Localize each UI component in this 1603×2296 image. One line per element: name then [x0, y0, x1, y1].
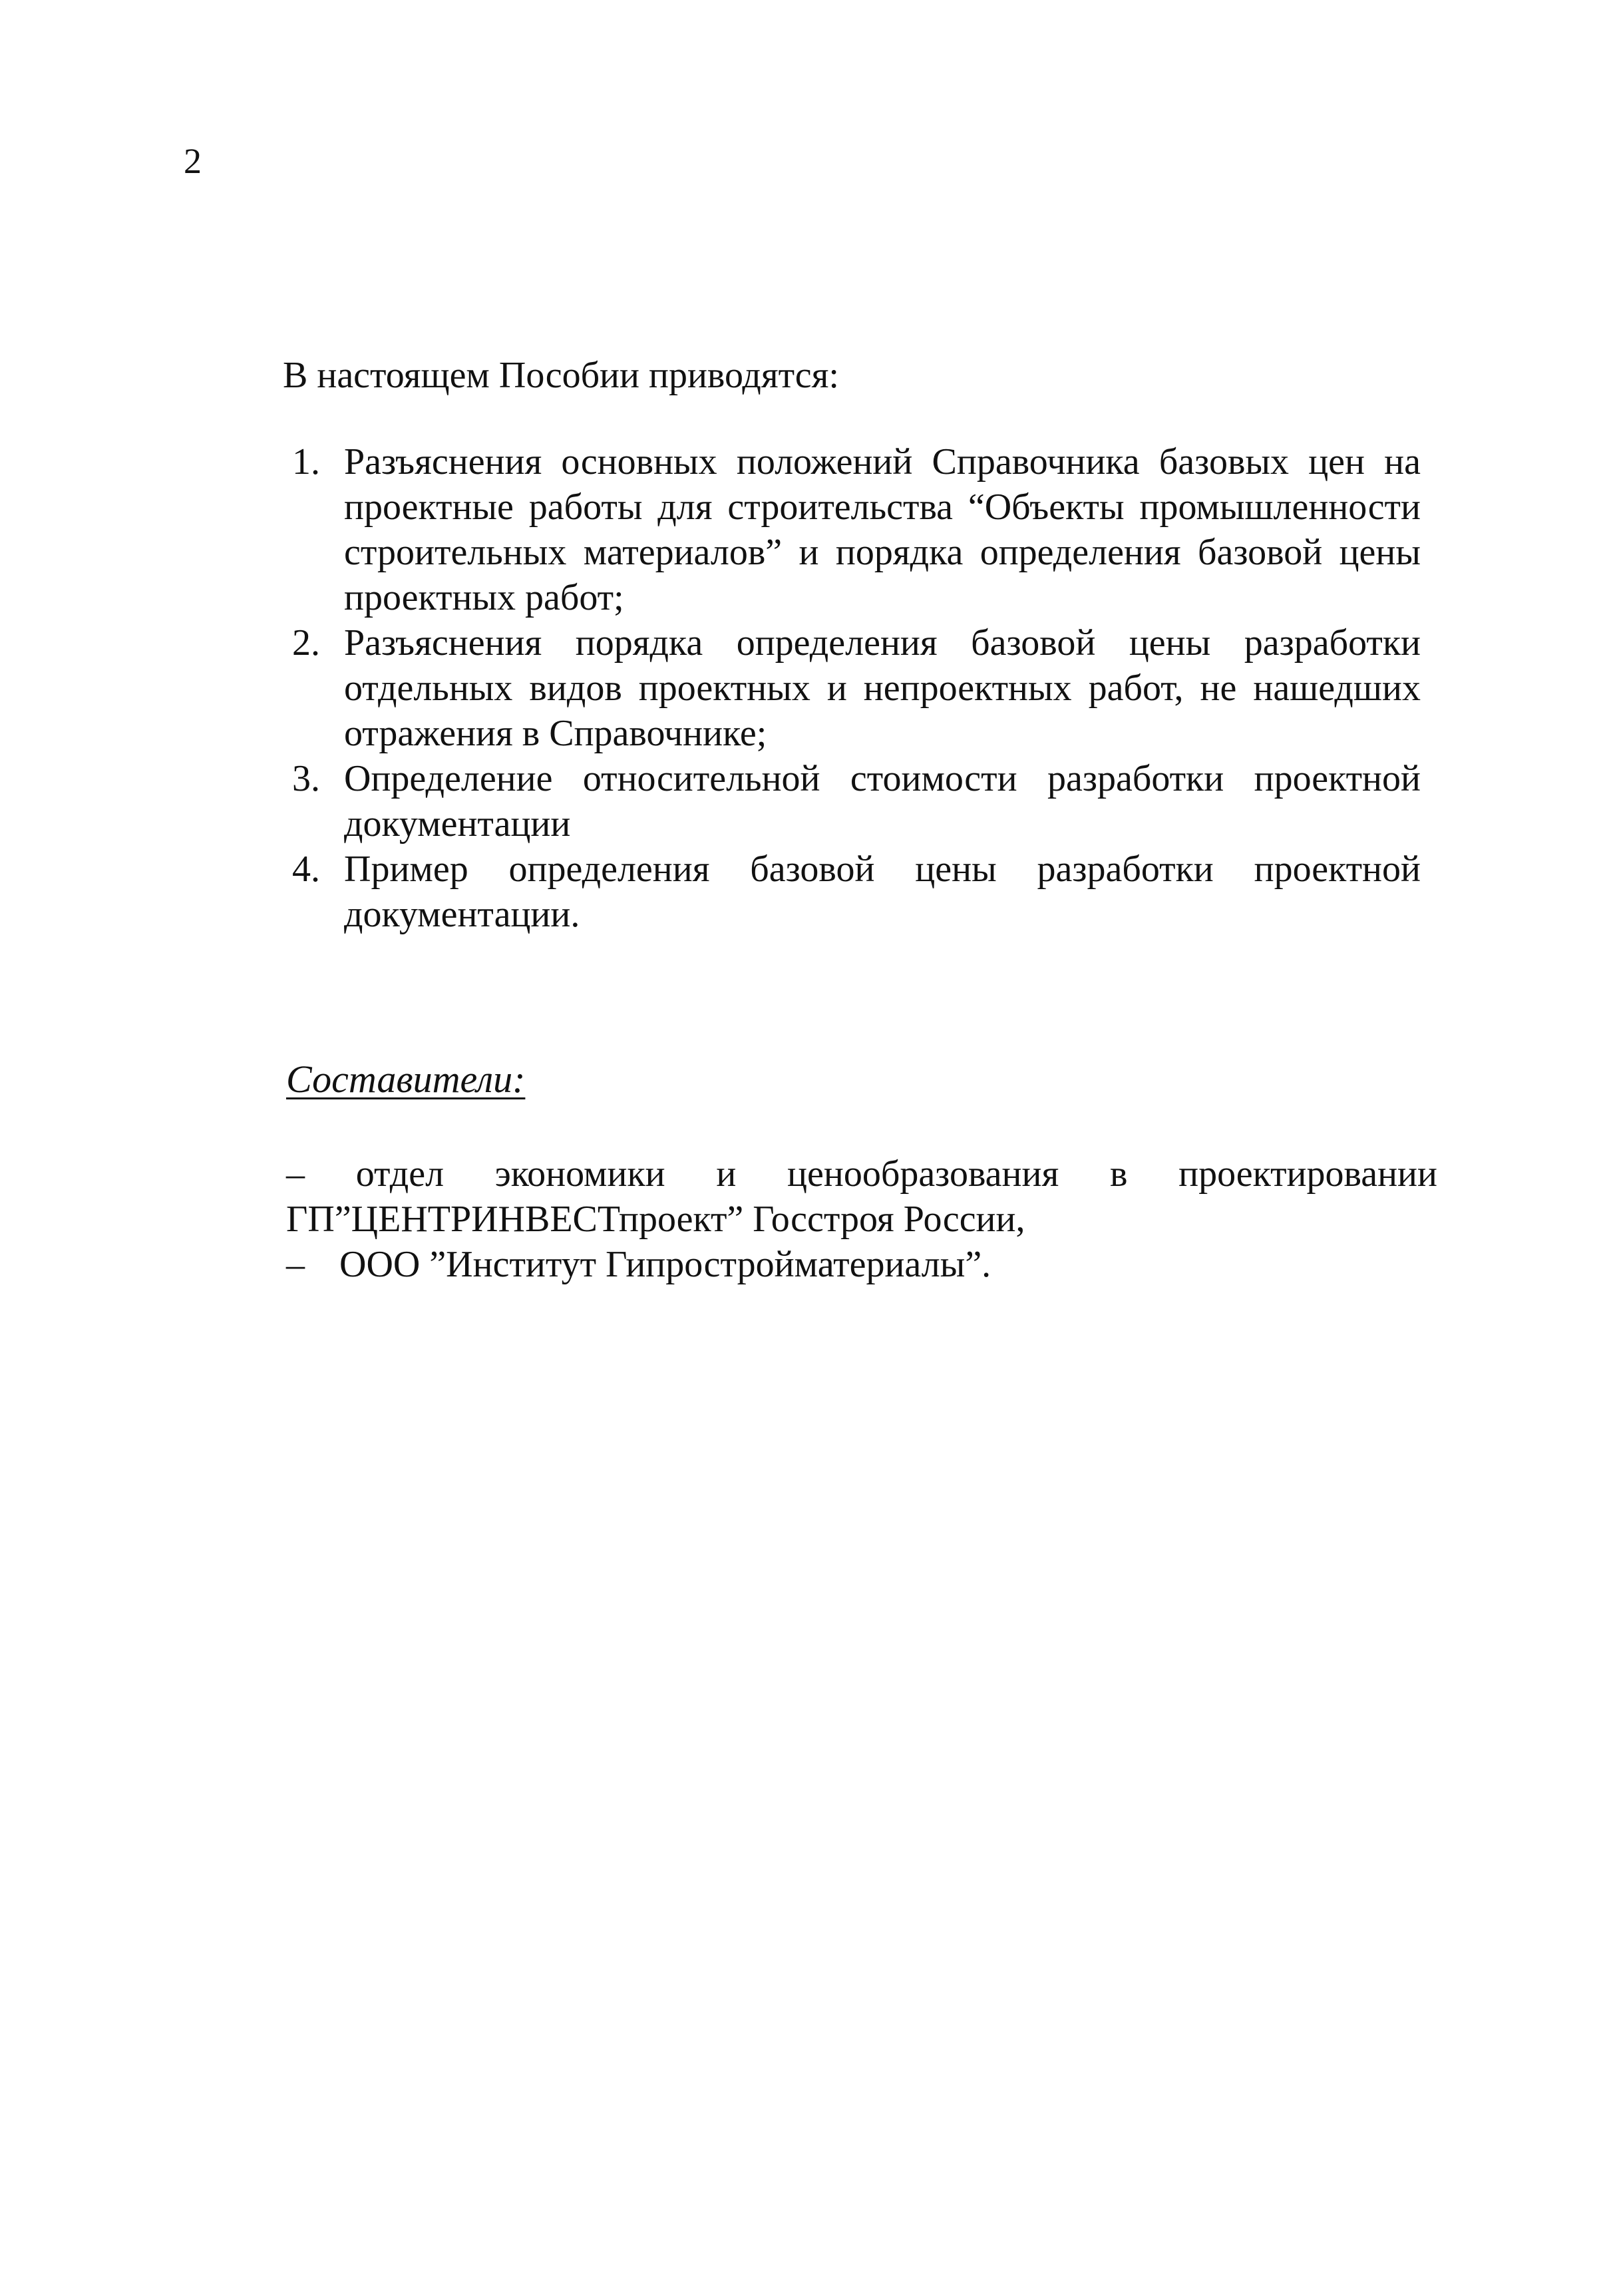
author-entry-1 [286, 1151, 1437, 1242]
author-word: проектировании [1178, 1153, 1437, 1195]
list-item-text: Разъяснения основных положений Справочника базовых цен на проектные работы для строительства “Объекты промышленности строительных материалов” и порядка определения базовой цены проектных работ; [344, 441, 1421, 618]
contents-list [283, 439, 1421, 937]
author-entry-2-text: ООО ”Институт Гипростройматериалы”. [339, 1244, 991, 1285]
author-dash: – [286, 1244, 305, 1285]
list-item-text: Определение относительной стоимости разработки проектной документации [344, 758, 1421, 845]
authors-heading: Составители: [286, 1057, 526, 1101]
list-item [283, 439, 1421, 620]
intro-text: В настоящем Пособии приводятся: [283, 355, 839, 396]
author-word: и [716, 1153, 737, 1195]
author-entry-2 [286, 1242, 1437, 1287]
page-number: 2 [184, 141, 202, 181]
list-item-number: 3. [292, 758, 320, 799]
list-item-number: 2. [292, 622, 320, 664]
list-item-number: 1. [292, 441, 320, 482]
list-item-text: Пример определения базовой цены разработки проектной документации. [344, 849, 1421, 935]
list-item-number: 4. [292, 849, 320, 890]
author-word: – [286, 1153, 305, 1195]
author-word: отдел [355, 1153, 445, 1195]
list-item [283, 847, 1421, 937]
author-word: ценообразования [787, 1153, 1059, 1195]
list-item [283, 620, 1421, 756]
authors-list [286, 1151, 1437, 1287]
author-word: экономики [494, 1153, 665, 1195]
list-item [283, 756, 1421, 847]
author-word: в [1109, 1153, 1128, 1195]
author-entry-1-continuation: ГП”ЦЕНТРИНВЕСТпроект” Госстроя России, [286, 1199, 1025, 1240]
list-item-text: Разъяснения порядка определения базовой цены разработки отдельных видов проектных и непроектных работ, не нашедших отражения в Справочнике; [344, 622, 1421, 754]
author-entry-1-first-line [286, 1151, 1437, 1197]
